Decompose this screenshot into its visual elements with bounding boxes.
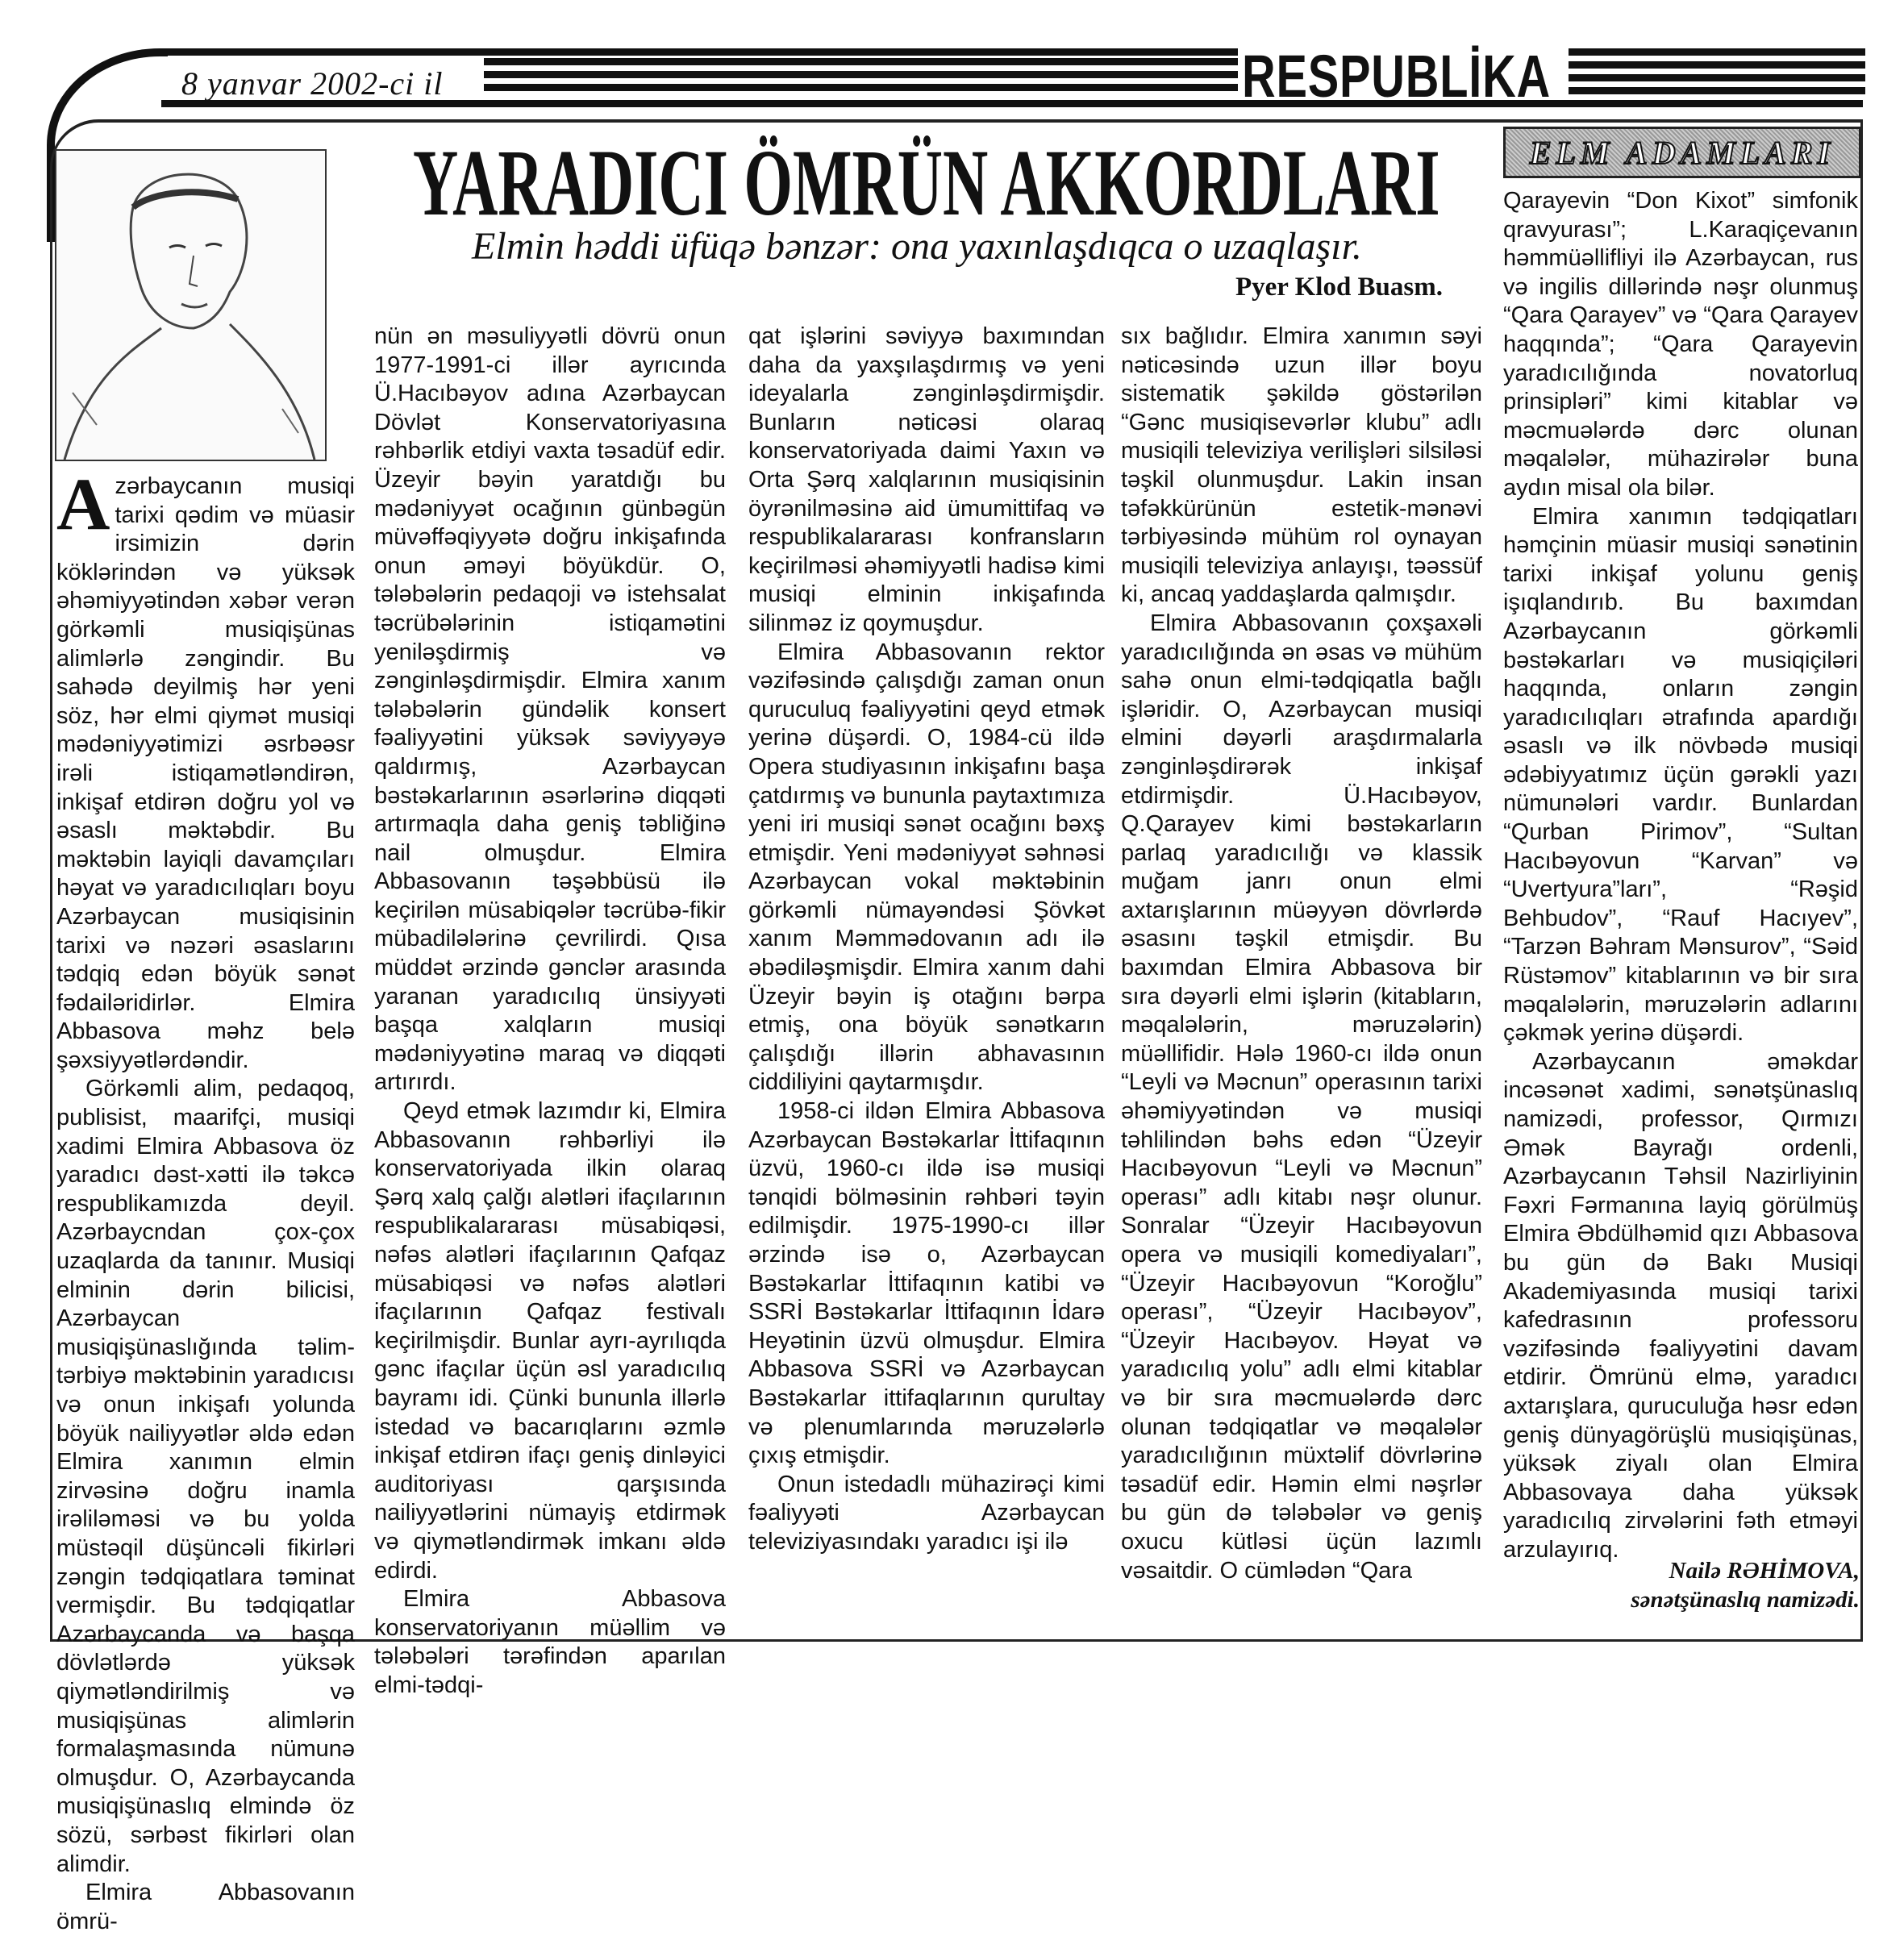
masthead-stripes-right <box>1569 48 1865 97</box>
author-title: sənətşünaslıq namizədi. <box>1631 1587 1860 1613</box>
issue-date: 8 yanvar 2002-ci il <box>181 65 444 102</box>
article-column-2 <box>374 323 726 1701</box>
paragraph: Görkəmli alim, pedaqoq, publisist, maarifçi, musiqi xadimi Elmira Abbasova öz yaradıcı dəst-xətti ilə təkcə respublikamızda deyil. Azərbaycndan çox-çox uzaqlarda da tanınır. Musiqi elminin dərin bilicisi, Azərbaycan musiqişünaslığında təlim-tərbiyə məktəbinin yaradıcısı və onun inkişafı yolunda böyük nailiyyətlər əldə edən Elmira xanımın elmin zirvəsinə doğru inamla irəliləməsi və bu yolda müstəqil düşüncəli fikirləri zəngin tədqiqatlara təminat vermişdir. Bu tədqiqatlar Azərbaycanda və başqa dövlətlərdə yüksək qiymətləndirilmiş və musiqişünas alimlərin formalaşmasında nümunə olmuşdur. O, Azərbaycanda musiqişünaslıq elmində öz sözü, sərbəst fikirləri olan alimdir. <box>56 1076 355 1877</box>
paragraph: Onun istedadlı mühazirəçi kimi fəaliyyəti Azərbaycan televiziyasındakı yaradıcı işi ilə <box>748 1471 1105 1555</box>
paragraph: Elmira Abbasovanın çoxşaxəli yaradıcılığında ən əsas və mühüm sahə onun elmi-tədqiqatla bağlı işləridir. O, Azərbaycan musiqi elmini dəyərli araşdırmalarla zənginləşdirərək inkişaf etdirmişdir. Ü.Hacıbəyov, Q.Qarayev kimi bəstəkarların parlaq yaradıcılığı və klassik muğam janrı onun elmi axtarışlarının müəyyən dövrlərdə əsasını təşkil etmişdir. Bu baxımdan Elmira Abbasova bir sıra dəyərli elmi işlərin (kitabların, məqalələrin, məruzələrin) müəllifidir. Hələ 1960-cı ildə onun “Leyli və Məcnun” operasının tarixi əhəmiyyətindən və musiqi təhlilindən bəhs edən “Üzeyir Hacıbəyovun “Leyli və Məcnun” operası” adlı kitabı nəşr olunur. Sonralar “Üzeyir Hacıbəyovun opera və musiqili komediyaları”, “Üzeyir Hacıbəyovun “Koroğlu” operası”, “Üzeyir Hacıbəyov”, “Üzeyir Hacıbəyov. Həyat və yaradıcılıq yolu” adlı elmi kitablar və bir sıra məcmuələrdə dərc olunan tədqiqatlar və məqalələr yaradıcılığının müxtəlif dövrlərinə təsadüf edir. Həmin elmi nəşrlər bu gün də tələbələr və geniş oxucu kütləsi üçün lazımlı vəsaitdir. O cümlədən “Qara <box>1121 610 1482 1584</box>
paragraph <box>56 463 355 1075</box>
drop-cap: A <box>56 463 110 545</box>
rubric-text: ELM ADAMLARI <box>1529 134 1835 171</box>
paragraph: sıx bağlıdır. Elmira xanımın səyi nəticəsində uzun illər boyu sistematik şəkildə göstərilən “Gənc musiqisevərlər klubu” adlı musiqili televiziya verilişləri silsiləsi təşkil olunmuşdur. Lakin insan təfəkkürünün estetik-mənəvi tərbiyəsində mühüm rol oynayan musiqili televiziya anlayışı, təəssüf ki, ancaq yaddaşlarda qalmışdır. <box>1121 323 1482 608</box>
article-column-4 <box>1121 323 1482 1585</box>
paragraph: Azərbaycanın əməkdar incəsənət xadimi, sənətşünaslıq namizədi, professor, Qırmızı Əmək Bayrağı ordenli, Azərbaycanın Təhsil Nazirliyinin Fəxri Fərmanına layiq görülmüş Elmira Əbdülhəmid qızı Abbasova bu gün də Bakı Musiqi Akademiyasında musiqi tarixi kafedrasının professoru vəzifəsində fəaliyyətini davam etdirir. Ömrünü elmə, yaradıcı axtarışlara, quruculuğa həsr edən geniş dünyagörüşlü musiqişünas, yüksək ziyalı olan Elmira Abbasovaya daha yüksək yaradıcılıq zirvələrini fəth etməyi arzulayırıq. <box>1503 1048 1858 1563</box>
masthead-stripes-top <box>161 48 1238 56</box>
article-title: YARADICI ÖMRÜN AKKORDLARI <box>413 130 1440 235</box>
paragraph-text: zərbaycanın musiqi tarixi qədim və müasir irsimizin dərin köklərindən və yüksək əhəmiyyətindən xəbər verən görkəmli musiqişünas alimlərlə zəngindir. Bu sahədə deyilmiş hər yeni söz, hər elmi qiymət musiqi mədəniyyətimizi əsrbəəsr irəli istiqamətləndirən, inkişaf etdirən doğru yol və əsaslı məktəbdir. Bu məktəbin layiqli davamçıları həyat və yaradıcılıqları boyu Azərbaycan musiqisinin tarixi və nəzəri əsaslarını tədqiq edən böyük sənət fədailəridirlər. Elmira Abbasova məhz belə şəxsiyyətlərdəndir. <box>56 473 355 1073</box>
newspaper-masthead: RESPUBLİKA <box>1242 43 1552 110</box>
paragraph: Elmira xanımın tədqiqatları həmçinin müasir musiqi sənətinin tarixi inkişaf yolunu geniş işıqlandırıb. Bu baxımdan Azərbaycanın görkəmli bəstəkarları və musiqiçiləri haqqında, onların zəngin yaradıcılıqları ətrafında apardığı əsaslı və ilk növbədə musiqi ədəbiyyatımız üçün gərəkli yazı nümunələri vardır. Bunlardan “Qurban Pirimov”, “Sultan Hacıbəyovun “Karvan” və “Uvertyura”ları”, “Rəşid Behbudov”, “Rauf Hacıyev”, “Tarzən Bəhram Mənsurov”, “Səid Rüstəmov” kitablarının və bir sıra məqalələrin, məruzələrin adlarını çəkmək yerinə düşərdi. <box>1503 503 1858 1047</box>
author-signature <box>1631 1556 1860 1614</box>
paragraph: 1958-ci ildən Elmira Abbasova Azərbaycan Bəstəkarlar İttifaqının üzvü, 1960-cı ildə isə musiqi tənqidi bölməsinin rəhbəri təyin edilmişdir. 1975-1990-cı illər ərzində isə o, Azərbaycan Bəstəkarlar İttifaqının katibi və SSRİ Bəstəkarlar İttifaqının İdarə Heyətinin üzvü olmuşdur. Elmira Abbasova SSRİ və Azərbaycan Bəstəkarlar ittifaqlarının qurultay və plenumlarında məruzələrlə çıxış etmişdir. <box>748 1098 1105 1469</box>
paragraph: Qeyd etmək lazımdır ki, Elmira Abbasovanın rəhbərliyi ilə konservatoriyada ilkin olaraq Şərq xalq çalğı alətləri ifaçılarının respublikalararası müsabiqəsi, nəfəs alətləri ifaçılarının Qafqaz müsabiqəsi və nəfəs alətləri ifaçılarının Qafqaz festivalı keçirilmişdir. Bunlar ayrı-ayrılıqda gənc ifaçılar üçün əsl yaradıcılıq bayramı idi. Çünki bununla illərlə istedad və bacarıqlarını əzmlə inkişaf etdirən ifaçı geniş dinləyici auditoriyası qarşısında nailiyyətlərini nümayiş etdirmək və qiymətləndirmək imkanı əldə edirdi. <box>374 1098 726 1584</box>
paragraph: Qarayevin “Don Kixot” simfonik qravyurası”; L.Karaqiçevanın həmmüəllifliyi ilə Azərbaycan, rus və ingilis dillərində nəşr olunmuş “Qara Qarayev” və “Qara Qarayev haqqında”; “Qara Qarayevin yaradıcılığında novatorluq prinsipləri” kimi kitablar və məcmuələrdə dərc olunan məqalələr, mühazirələr buna aydın misal ola bilər. <box>1503 188 1858 501</box>
paragraph: qat işlərini səviyyə baxımından daha da yaxşılaşdırmış və yeni ideyalarla zənginləşdirmişdir. Bunların nəticəsi olaraq konservatoriyada daimi Yaxın və Orta Şərq xalqlarının musiqisinin öyrənilməsinə aid ümumittifaq və respublikalararası konfransların keçirilməsi əhəmiyyətli hadisə kimi musiqi elminin inkişafında silinməz iz qoymuşdur. <box>748 323 1105 636</box>
paragraph: Elmira Abbasova konservatoriyanın müəllim və tələbələri tərəfindən aparılan elmi-tədqi- <box>374 1586 726 1698</box>
rubric-label <box>1503 127 1861 178</box>
article-column-1 <box>56 463 355 1936</box>
article-column-3 <box>748 323 1105 1557</box>
paragraph: nün ən məsuliyyətli dövrü onun 1977-1991-ci illər ayrıcında Ü.Hacıbəyov adına Azərbaycan Dövlət Konservatoriyasına rəhbərlik etdiyi vaxta təsadüf edir. Üzeyir bəyin yaratdığı bu mədəniyyət ocağının günbəgün müvəffəqiyyətə doğru inkişafında onun əməyi böyükdür. O, tələbələrin pedaqoji və istehsalat təcrübələrinin istiqamətini yeniləşdirmiş və zənginləşdirmişdir. Elmira xanım tələbələrin gündəlik konsert fəaliyyətini yüksək səviyyəyə qaldırmış, Azərbaycan bəstəkarlarının əsərlərinə diqqəti artırmaqla daha geniş təbliğinə nail olmuşdur. Elmira Abbasovanın təşəbbüsü ilə keçirilən müsabiqələr təcrübə-fikir mübadilələrinə çevrilirdi. Qısa müddət ərzində gənclər arasında yaranan yaradıcılıq ünsiyyəti başqa xalqların musiqi mədəniyyətinə maraq və diqqəti artırırdı. <box>374 323 726 1096</box>
epigraph: Elmin həddi üfüqə bənzər: ona yaxınlaşdıqca o uzaqlaşır. <box>472 225 1362 268</box>
paragraph: Elmira Abbasovanın rektor vəzifəsində çalışdığı zaman onun quruculuq fəaliyyətini qeyd etmək yerinə düşərdi. O, 1984-cü ildə Opera studiyasının inkişafını başa çatdırmış və bununla paytaxtımıza yeni iri musiqi sənət ocağını bəxş etmişdir. Yeni mədəniyyət səhnəsi Azərbaycan vokal məktəbinin görkəmli nümayəndəsi Şövkət xanım Məmmədovanın adı ilə əbədiləşmişdir. Elmira xanım dahi Üzeyir bəyin iş otağını bərpa etmiş, ona böyük sənətkarın çalışdığı illərin abhavasının ciddiliyini qaytarmışdır. <box>748 639 1105 1096</box>
author-name: Nailə RƏHİMOVA, <box>1669 1558 1860 1584</box>
epigraph-author: Pyer Klod Buasm. <box>1235 273 1443 302</box>
article-column-5 <box>1503 187 1858 1565</box>
paragraph: Elmira Abbasovanın ömrü- <box>56 1880 355 1934</box>
portrait-photo <box>55 149 327 461</box>
masthead-stripes-left <box>484 58 1238 97</box>
